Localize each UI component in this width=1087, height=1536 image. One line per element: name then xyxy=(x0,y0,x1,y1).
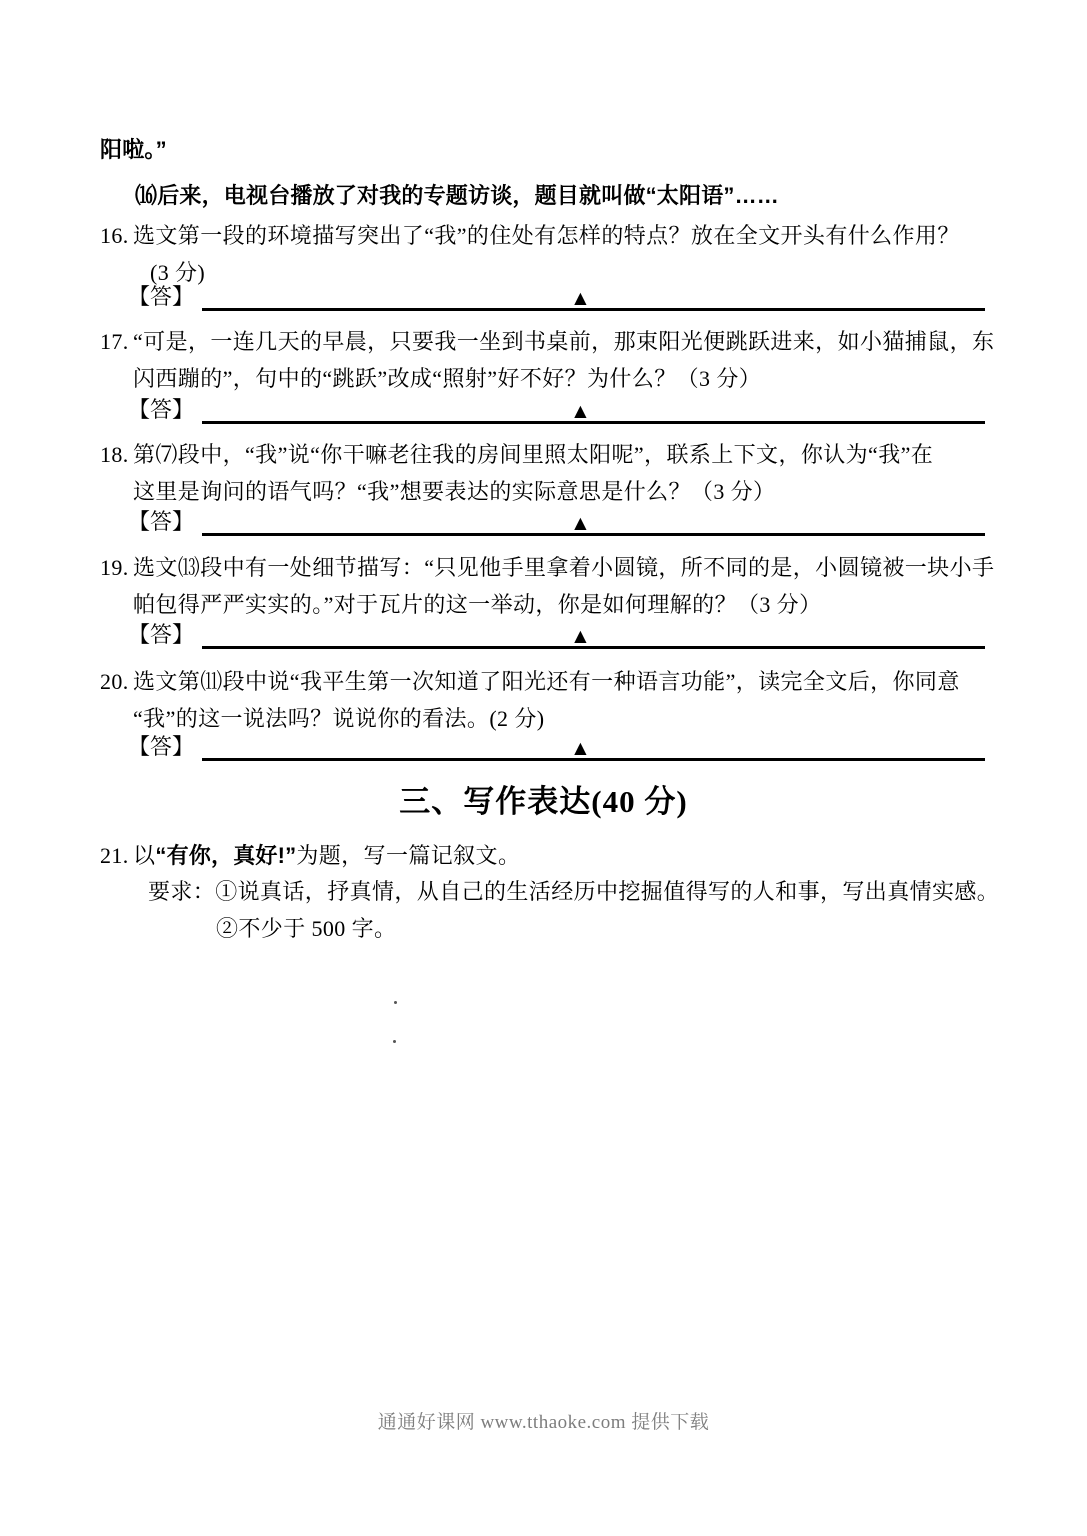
question-19-line-1 xyxy=(100,553,995,583)
answer-blank-line xyxy=(202,621,985,649)
question-17-line-1 xyxy=(100,327,995,357)
question-20-line-2 xyxy=(133,704,985,734)
essay-requirement-line-2 xyxy=(216,914,985,944)
stray-scan-mark xyxy=(394,1001,397,1004)
answer-blank-line xyxy=(202,508,985,536)
question-21-number: 21. xyxy=(100,843,129,868)
essay-title: “有你，真好!” xyxy=(155,843,297,868)
question-20-text: “我”的这一说法吗？说说你的看法。(2 分) xyxy=(133,706,545,731)
question-17-text: 闪西蹦的”，句中的“跳跃”改成“照射”好不好？为什么？（3 分） xyxy=(133,366,762,391)
answer-marker-triangle: ▲ xyxy=(570,399,591,423)
answer-blank-line xyxy=(202,283,985,311)
answer-row-16 xyxy=(128,283,985,311)
answer-label: 【答】 xyxy=(128,397,195,422)
question-18-line-1 xyxy=(100,440,985,470)
question-20-text: 选文第⑾段中说“我平生第一次知道了阳光还有一种语言功能”，读完全文后，你同意 xyxy=(133,669,960,694)
question-19-number: 19. xyxy=(100,555,129,580)
answer-row-19 xyxy=(128,621,985,649)
question-16-number: 16. xyxy=(100,223,129,248)
answer-blank-line xyxy=(202,396,985,424)
question-19-text: 选文⒀段中有一处细节描写：“只见他手里拿着小圆镜，所不同的是，小圆镜被一块小手 xyxy=(133,555,995,580)
question-18-text: 第⑺段中，“我”说“你干嘛老往我的房间里照太阳呢”，联系上下文，你认为“我”在 xyxy=(133,442,934,467)
passage-closing-paragraph xyxy=(135,181,985,211)
essay-prompt-suffix: 为题，写一篇记叙文。 xyxy=(296,843,521,868)
question-17-text: “可是，一连几天的早晨，只要我一坐到书桌前，那束阳光便跳跃进来，如小猫捕鼠，东 xyxy=(133,329,995,354)
section-heading-writing: 三、写作表达(40 分) xyxy=(399,784,688,819)
answer-row-18 xyxy=(128,508,985,536)
answer-marker-triangle: ▲ xyxy=(570,511,591,535)
requirement-text: 要求：①说真话，抒真情，从自己的生活经历中挖掘值得写的人和事，写出真情实感。 xyxy=(148,879,1000,904)
answer-label: 【答】 xyxy=(128,284,195,309)
question-17-number: 17. xyxy=(100,329,129,354)
answer-label: 【答】 xyxy=(128,622,195,647)
footer-watermark: 通通好课网 www.tthaoke.com 提供下载 xyxy=(377,1412,710,1433)
question-21-line xyxy=(100,841,985,871)
question-20-line-1 xyxy=(100,667,985,697)
answer-marker-triangle: ▲ xyxy=(570,286,591,310)
requirement-text: ②不少于 500 字。 xyxy=(216,916,397,941)
passage-text: ⒃后来，电视台播放了对我的专题访谈，题目就叫做“太阳语”…… xyxy=(135,183,780,208)
question-16-score: (3 分) xyxy=(150,260,206,285)
stray-scan-mark xyxy=(393,1040,396,1043)
question-20-number: 20. xyxy=(100,669,129,694)
question-18-line-2 xyxy=(133,477,985,507)
question-18-text: 这里是询问的语气吗？“我”想要表达的实际意思是什么？（3 分） xyxy=(133,479,776,504)
passage-text: 阳啦。” xyxy=(100,137,167,162)
answer-row-17 xyxy=(128,396,985,424)
essay-prompt-prefix: 以 xyxy=(133,843,156,868)
question-16-line-1 xyxy=(100,221,985,251)
question-16-text: 选文第一段的环境描写突出了“我”的住处有怎样的特点？放在全文开头有什么作用？ xyxy=(133,223,960,248)
answer-row-20 xyxy=(128,733,985,761)
answer-marker-triangle: ▲ xyxy=(570,736,591,760)
question-18-number: 18. xyxy=(100,442,129,467)
question-19-text: 帕包得严严实实的。”对于瓦片的这一举动，你是如何理解的？（3 分） xyxy=(133,592,822,617)
answer-marker-triangle: ▲ xyxy=(570,624,591,648)
answer-label: 【答】 xyxy=(128,509,195,534)
question-17-line-2 xyxy=(133,364,985,394)
essay-requirement-line-1 xyxy=(148,877,1000,907)
passage-tail-line xyxy=(100,135,985,165)
question-19-line-2 xyxy=(133,590,985,620)
answer-label: 【答】 xyxy=(128,734,195,759)
answer-blank-line xyxy=(202,733,985,761)
